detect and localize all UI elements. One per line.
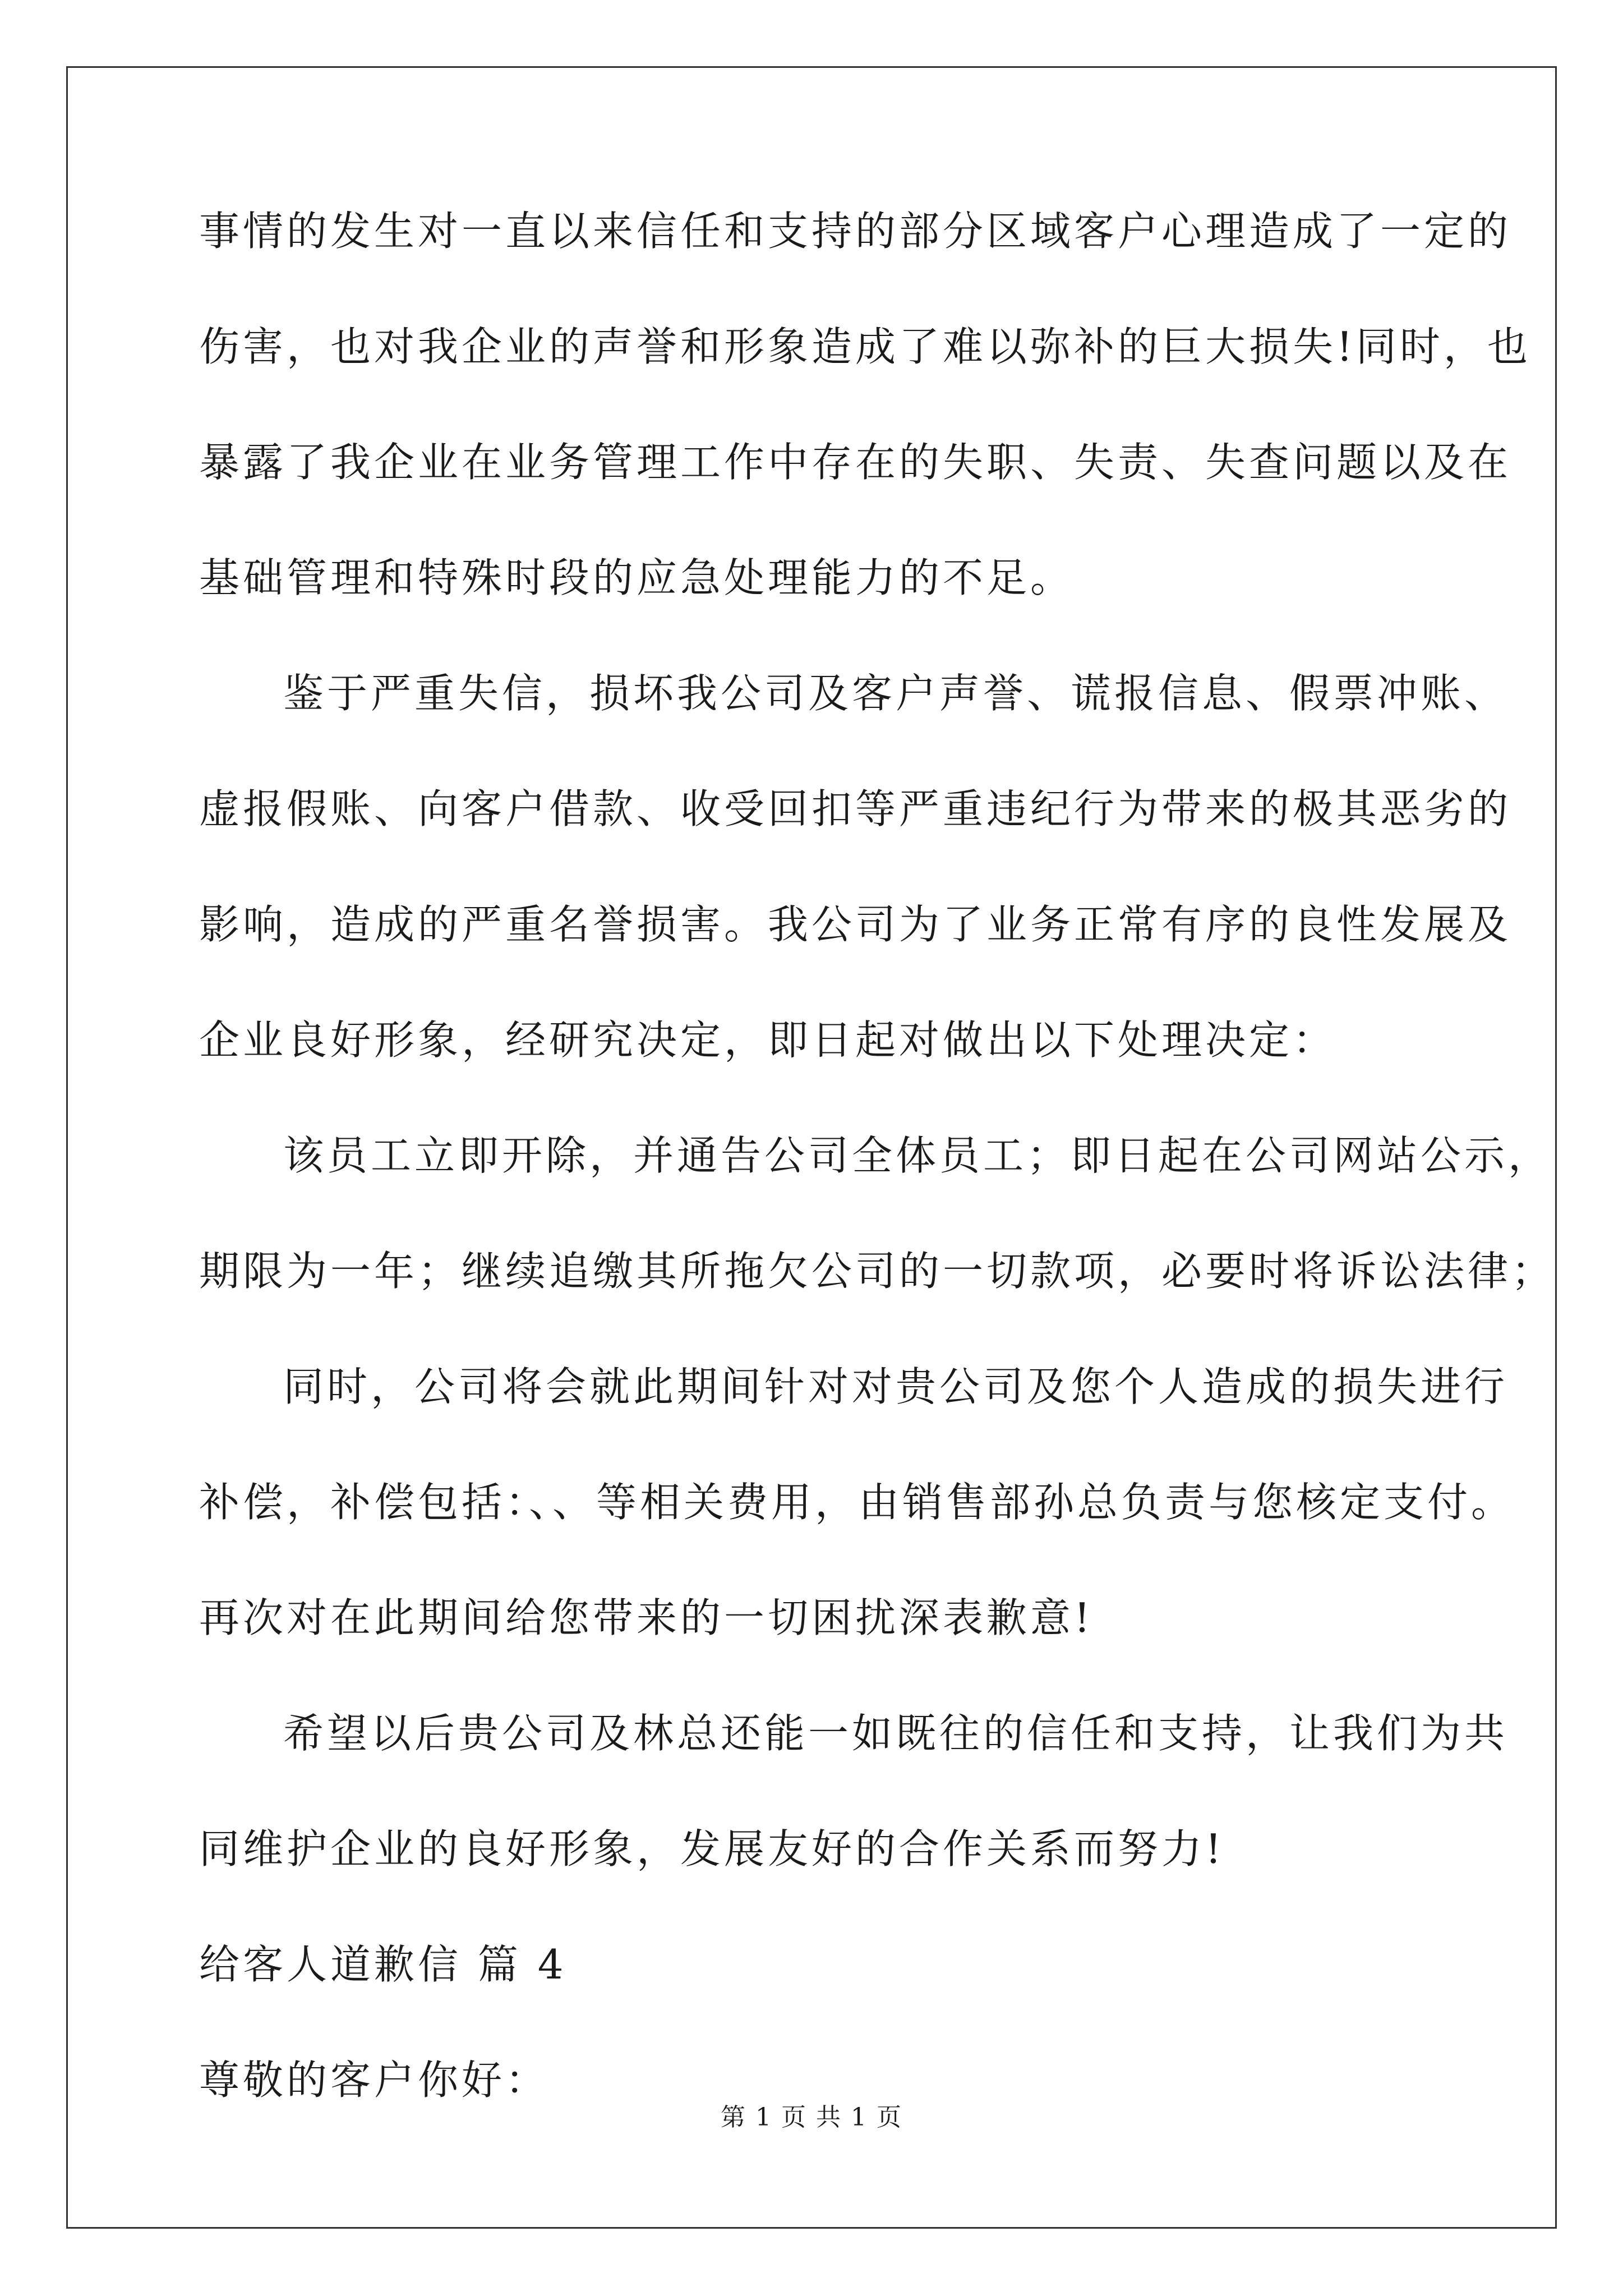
text-line: 期限为一年；继续追缴其所拖欠公司的一切款项，必要时将诉讼法律； xyxy=(199,1248,1556,1295)
text-line: 伤害，也对我企业的声誉和形象造成了难以弥补的巨大损失!同时，也 xyxy=(199,323,1531,370)
text-line: 事情的发生对一直以来信任和支持的部分区域客户心理造成了一定的 xyxy=(199,208,1512,255)
paragraph-start-line: 同时，公司将会就此期间针对对贵公司及您个人造成的损失进行 xyxy=(283,1363,1509,1410)
page-footer: 第 1 页 共 1 页 xyxy=(721,2103,902,2132)
paragraph-start-line: 该员工立即开除，并通告公司全体员工；即日起在公司网站公示， xyxy=(283,1132,1552,1179)
text-line: 再次对在此期间给您带来的一切困扰深表歉意! xyxy=(199,1594,1094,1641)
salutation: 尊敬的客户你好： xyxy=(199,2056,550,2104)
document-body xyxy=(199,202,1556,2166)
text-line: 同维护企业的良好形象，发展友好的合作关系而努力! xyxy=(199,1825,1225,1872)
section-heading: 给客人道歉信 篇 4 xyxy=(199,1941,567,1988)
paragraph-start-line: 希望以后贵公司及林总还能一如既往的信任和支持，让我们为共 xyxy=(283,1710,1509,1757)
text-line: 补偿，补偿包括：、、等相关费用，由销售部孙总负责与您核定支付。 xyxy=(199,1479,1515,1526)
text-line: 虚报假账、向客户借款、收受回扣等严重违纪行为带来的极其恶劣的 xyxy=(199,785,1512,832)
text-line: 基础管理和特殊时段的应急处理能力的不足。 xyxy=(199,554,1075,601)
text-line: 影响，造成的严重名誉损害。我公司为了业务正常有序的良性发展及 xyxy=(199,901,1512,948)
paragraph-start-line: 鉴于严重失信，损坏我公司及客户声誉、谎报信息、假票冲账、 xyxy=(283,670,1509,717)
text-line: 暴露了我企业在业务管理工作中存在的失职、失责、失查问题以及在 xyxy=(199,439,1512,486)
text-line: 企业良好形象，经研究决定，即日起对做出以下处理决定： xyxy=(199,1016,1337,1064)
